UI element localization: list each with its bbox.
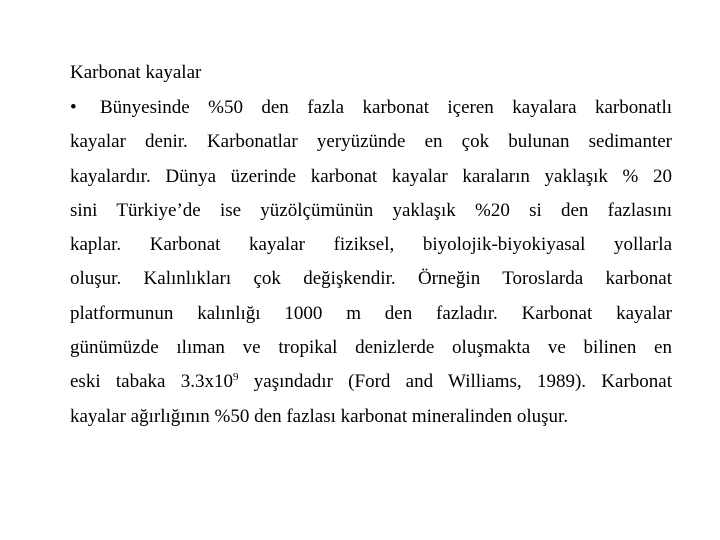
paragraph-line-text: Bünyesinde %50 den fazla karbonat içeren kayalara karbonatlı xyxy=(100,97,672,118)
paragraph-line: kayalar denir. Karbonatlar yeryüzünde en çok bulunan sedimanter xyxy=(70,131,672,153)
bullet-paragraph xyxy=(70,93,672,436)
paragraph-line: günümüzde ılıman ve tropikal denizlerde oluşmakta ve bilinen en xyxy=(70,337,672,359)
paragraph-line: oluşur. Kalınlıkları çok değişkendir. Örneğin Toroslarda karbonat xyxy=(70,268,672,290)
bullet-marker: • xyxy=(70,97,77,118)
slide-title: Karbonat kayalar xyxy=(70,62,202,83)
paragraph-line: kaplar. Karbonat kayalar fiziksel, biyolojik-biyokiyasal yollarla xyxy=(70,234,672,256)
paragraph-line: kayalardır. Dünya üzerinde karbonat kayalar karaların yaklaşık % 20 xyxy=(70,165,672,187)
paragraph-text-segment: eski tabaka 3.3x10 xyxy=(70,371,233,393)
paragraph-text-segment: yaşındadır (Ford and Williams, 1989). Karbonat xyxy=(238,371,672,393)
paragraph-line: platformunun kalınlığı 1000 m den fazladır. Karbonat kayalar xyxy=(70,302,672,324)
paragraph-line xyxy=(70,93,672,127)
exponent-superscript: 9 xyxy=(232,371,239,384)
paragraph-line xyxy=(70,367,672,401)
paragraph-line: sini Türkiye’de ise yüzölçümünün yaklaşık %20 si den fazlasını xyxy=(70,199,672,221)
paragraph-line: kayalar ağırlığının %50 den fazlası karbonat mineralinden oluşur. xyxy=(70,405,569,427)
